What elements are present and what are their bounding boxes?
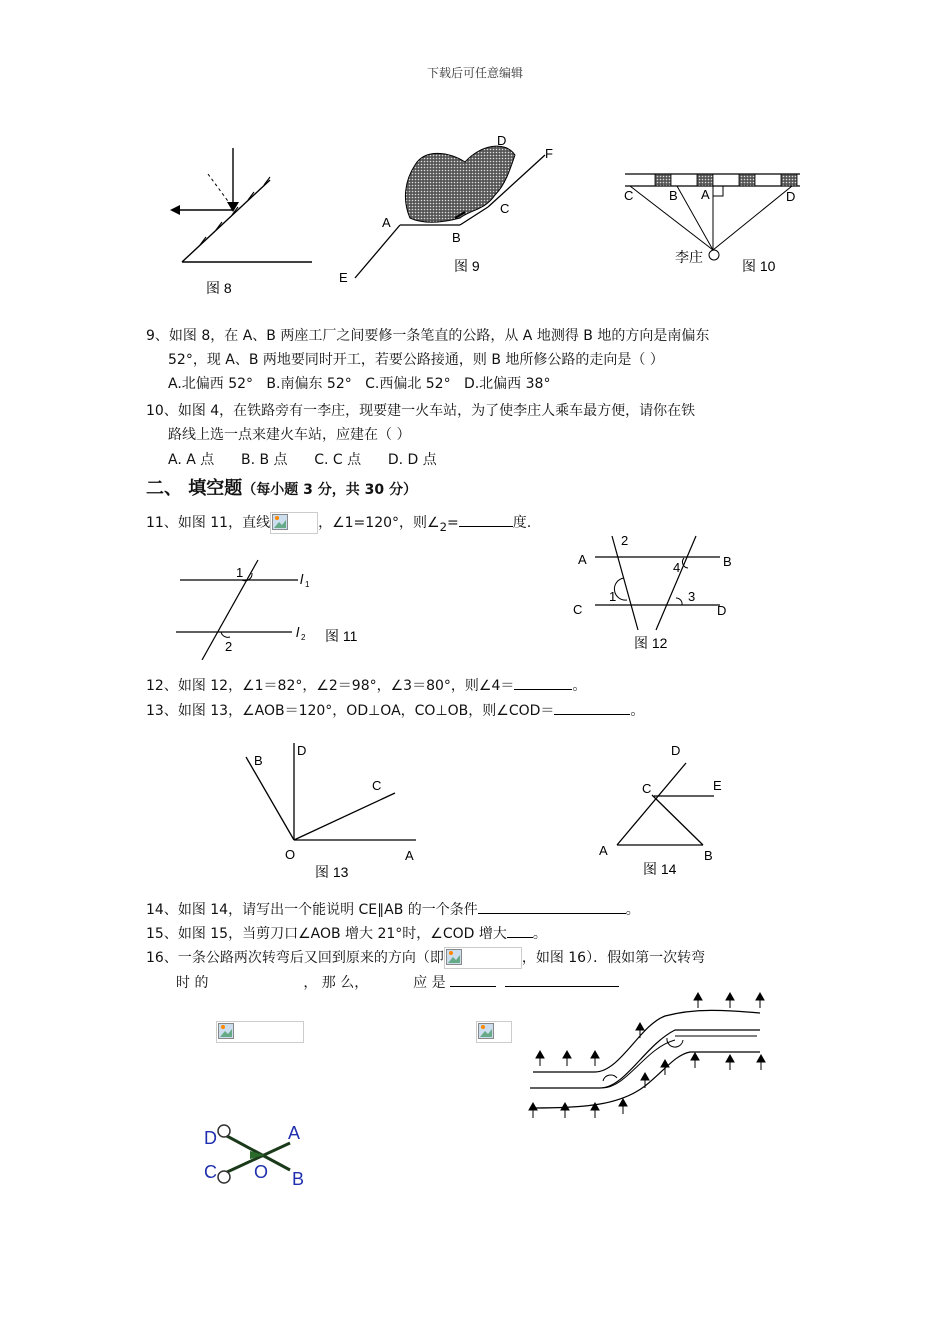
svg-text:2: 2 xyxy=(225,639,233,654)
broken-image-icon xyxy=(476,1021,512,1043)
svg-text:B: B xyxy=(254,753,263,768)
q15-answer-blank[interactable] xyxy=(507,923,533,938)
q12: 12、如图 12，∠1＝82°，∠2＝98°，∠3＝80°，则∠4＝ 。 xyxy=(146,675,586,696)
svg-text:C: C xyxy=(573,602,583,617)
svg-text:C: C xyxy=(624,188,634,203)
svg-text:A: A xyxy=(701,187,710,202)
svg-text:1: 1 xyxy=(305,580,310,589)
svg-text:D: D xyxy=(671,743,681,758)
svg-text:F: F xyxy=(545,146,553,161)
broken-image-icon xyxy=(216,1021,304,1043)
q11-answer-blank[interactable] xyxy=(459,512,513,527)
svg-text:B: B xyxy=(452,230,461,245)
svg-text:B: B xyxy=(704,848,713,863)
fig11-caption: 图 11 xyxy=(325,628,358,644)
svg-text:B: B xyxy=(723,554,732,569)
svg-text:E: E xyxy=(339,270,348,285)
svg-text:3: 3 xyxy=(688,589,696,604)
svg-text:E: E xyxy=(713,778,722,793)
scissors-figure xyxy=(195,1115,315,1195)
svg-text:2: 2 xyxy=(301,633,306,642)
svg-text:C: C xyxy=(204,1162,217,1182)
svg-text:l: l xyxy=(300,571,304,587)
svg-text:李庄: 李庄 xyxy=(675,249,703,265)
svg-text:2: 2 xyxy=(621,533,629,548)
svg-text:D: D xyxy=(497,133,507,148)
q14-answer-blank[interactable] xyxy=(478,899,626,914)
svg-text:A: A xyxy=(599,843,608,858)
section-2-title: 二、 填空题（每小题 3 分，共 30 分） xyxy=(146,478,418,499)
svg-text:C: C xyxy=(372,778,382,793)
svg-text:O: O xyxy=(285,847,296,862)
q16-answer-blank-1[interactable] xyxy=(450,972,496,987)
svg-text:A: A xyxy=(405,848,414,863)
q10-options: A. A 点 B. B 点 C. C 点 D. D 点 xyxy=(168,452,437,468)
fig14-caption: 图 14 xyxy=(643,861,677,877)
svg-text:l: l xyxy=(296,624,300,640)
svg-text:1: 1 xyxy=(236,565,244,580)
broken-image-icon xyxy=(270,512,318,534)
figure-12 xyxy=(570,528,740,658)
svg-text:4: 4 xyxy=(673,560,681,575)
page-header: 下载后可任意编辑 xyxy=(426,66,523,80)
svg-text:1: 1 xyxy=(609,589,617,604)
svg-text:D: D xyxy=(204,1128,217,1148)
q13-answer-blank[interactable] xyxy=(554,700,630,715)
broken-image-icon xyxy=(444,947,522,969)
figure-14 xyxy=(590,735,740,885)
figure-8 xyxy=(160,140,330,305)
q14: 14、如图 14，请写出一个能说明 CE∥AB 的一个条件 。 xyxy=(146,899,640,920)
svg-text:C: C xyxy=(642,781,652,796)
svg-text:A: A xyxy=(288,1123,301,1143)
svg-text:D: D xyxy=(717,603,727,618)
svg-text:O: O xyxy=(254,1162,269,1182)
q16-answer-blank-2[interactable] xyxy=(505,972,619,987)
q11: 11、如图 11，直线 ，∠1=120°，则$\angle_2=$ 度. xyxy=(146,512,531,537)
figure-10 xyxy=(620,160,810,280)
svg-text:D: D xyxy=(297,743,307,758)
svg-text:A: A xyxy=(578,552,587,567)
fig10-caption: 图 10 xyxy=(742,258,776,274)
q9-line1: 9、如图 8，在 A、B 两座工厂之间要修一条笔直的公路，从 A 地测得 B 地的方向是南偏东 xyxy=(146,328,710,344)
fig8-caption: 图 8 xyxy=(206,280,232,296)
svg-text:D: D xyxy=(786,189,796,204)
q10-line1: 10、如图 4，在铁路旁有一李庄，现要建一火车站，为了使李庄人乘车最方便，请你在铁 xyxy=(146,403,696,419)
figure-16-road xyxy=(525,990,775,1120)
svg-text:A: A xyxy=(382,215,391,230)
figure-9 xyxy=(330,130,560,290)
svg-text:B: B xyxy=(669,188,678,203)
q16-line1: 16、一条公路两次转弯后又回到原来的方向（即 ，如图 16）．假如第一次转弯 xyxy=(146,947,705,969)
fig13-caption: 图 13 xyxy=(315,864,349,880)
svg-text:C: C xyxy=(500,201,510,216)
q12-answer-blank[interactable] xyxy=(514,675,572,690)
q9-line2: 52°，现 A、B 两地要同时开工，若要公路接通，则 B 地所修公路的走向是（ ） xyxy=(168,352,664,368)
fig9-caption: 图 9 xyxy=(454,258,480,274)
q15: 15、如图 15，当剪刀口∠AOB 增大 21°时，∠COD 增大 。 xyxy=(146,923,547,944)
fig12-caption: 图 12 xyxy=(634,635,668,651)
figure-13 xyxy=(240,735,430,885)
q9-options: A.北偏西 52° B.南偏东 52° C.西偏北 52° D.北偏西 38° xyxy=(168,376,551,392)
figure-11 xyxy=(170,555,370,660)
q16-line2: 时 的 ， 那 么， 应 是 xyxy=(176,972,619,993)
svg-text:B: B xyxy=(292,1169,305,1189)
q13: 13、如图 13，∠AOB＝120°，OD⊥OA，CO⊥OB，则∠COD＝ 。 xyxy=(146,700,644,721)
q10-line2: 路线上选一点来建火车站，应建在（ ） xyxy=(168,427,411,443)
